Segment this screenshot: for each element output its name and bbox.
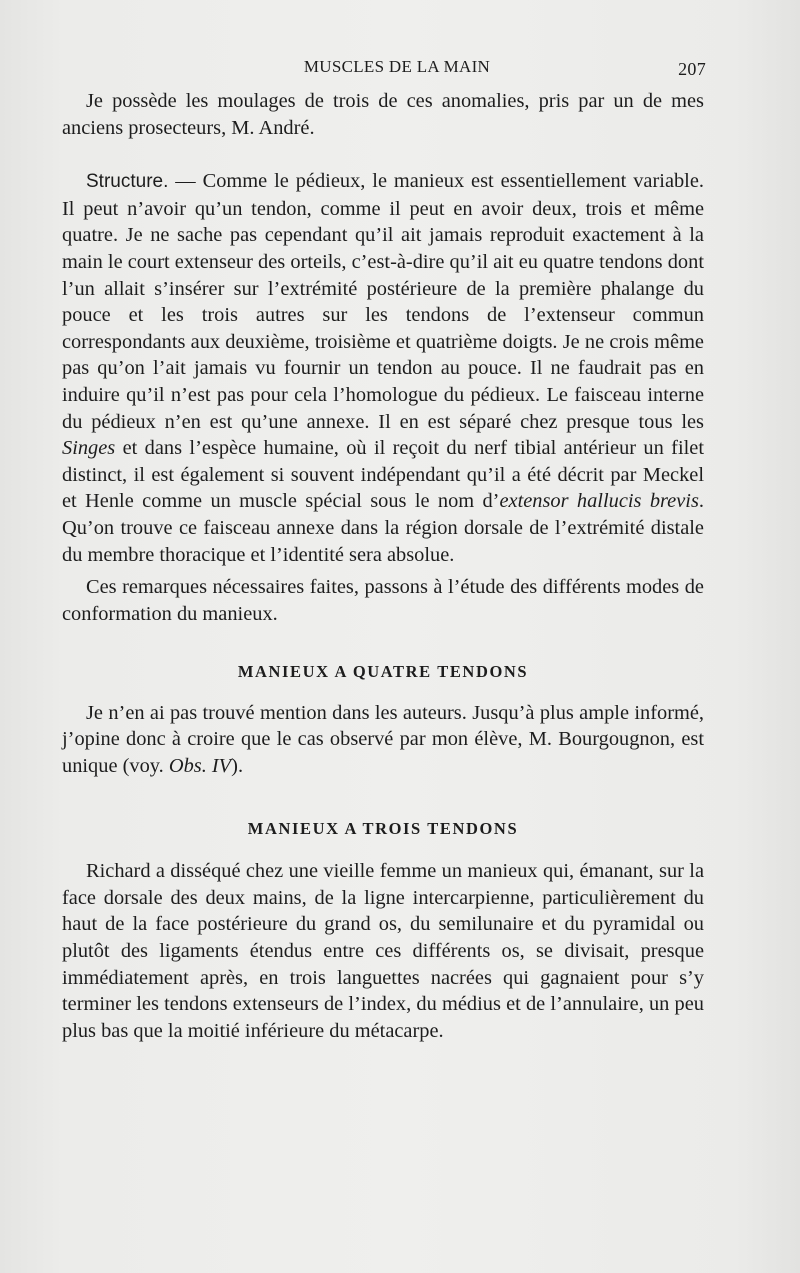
structure-runin-heading: Structure. <box>86 171 169 193</box>
page-number: 207 <box>678 59 706 79</box>
quatre-italic-obs: Obs. IV <box>168 755 232 778</box>
section-heading-trois-tendons: MANIEUX A TROIS TENDONS <box>247 818 519 838</box>
page-body <box>62 88 704 1044</box>
structure-text-2: et dans l’espèce humaine, où il reçoit du nerf tibial antérieur un filet distinct, il est également si souvent indépendant qu’il a été décrit par Meckel et Henle comme un muscle spécial sous le nom d’ <box>62 437 704 513</box>
running-title: MUSCLES DE LA MAIN <box>303 57 491 76</box>
structure-italic-extensor: extensor hallucis brevis <box>499 490 699 513</box>
paragraph-quatre-tendons <box>62 700 704 780</box>
quatre-text-2: ). <box>231 755 244 778</box>
paragraph-structure <box>62 168 704 568</box>
structure-italic-singes: Singes <box>62 437 116 460</box>
structure-text-3: . Qu’on trouve ce faisceau annexe dans la région dorsale de l’extrémité distale du membre thoracique et l’identité sera absolue. <box>62 490 704 566</box>
quatre-text-1: Je n’en ai pas trouvé mention dans les auteurs. Jusqu’à plus ample informé, j’opine donc à croire que le cas observé par mon élève, M. Bourgougnon, est unique (voy. <box>62 701 704 778</box>
paragraph-trois-tendons: Richard a disséqué chez une vieille femme un manieux qui, émanant, sur la face dorsale des deux mains, de la ligne intercarpienne, particulièrement du haut de la face postérieure du grand os, du semilunaire et du pyramidal ou plutôt des ligaments étendus entre ces différents os, se divisait, presque immédiatement après, en trois languettes nacrées qui gagnaient pour s’y terminer les tendons extenseurs de l’index, du médius et de l’annulaire, un peu plus bas que la moitié inférieure du métacarpe. <box>62 860 704 1042</box>
running-header <box>88 57 706 81</box>
paragraph-remarques: Ces remarques nécessaires faites, passons à l’étude des différents modes de conformation du manieux. <box>62 576 704 625</box>
structure-text-1: — Comme le pédieux, le manieux est essentiellement variable. Il peut n’avoir qu’un tendon, comme il peut en avoir deux, trois et même quatre. Je ne sache pas cependant qu’il ait jamais reproduit exactement à la main le court extenseur des orteils, c’est-à-dire qu’il ait eu quatre tendons dont l’un allait s’insérer sur l’extrémité postérieure de la première phalange du pouce et les trois autres sur les tendons de l’extenseur commun correspondants aux deuxième, troisième et quatrième doigts. Je ne crois même pas qu’on l’ait jamais vu fournir un tendon au pouce. Il ne faudrait pas en induire qu’il n’est pas pour cela l’homologue du pédieux. Le faisceau interne du pédieux n’en est qu’une annexe. Il en est séparé chez presque tous les <box>62 170 704 433</box>
paragraph-moulages: Je possède les moulages de trois de ces anomalies, pris par un de mes anciens prosecteurs, M. André. <box>62 90 704 139</box>
section-heading-quatre-tendons: MANIEUX A QUATRE TENDONS <box>237 662 529 682</box>
